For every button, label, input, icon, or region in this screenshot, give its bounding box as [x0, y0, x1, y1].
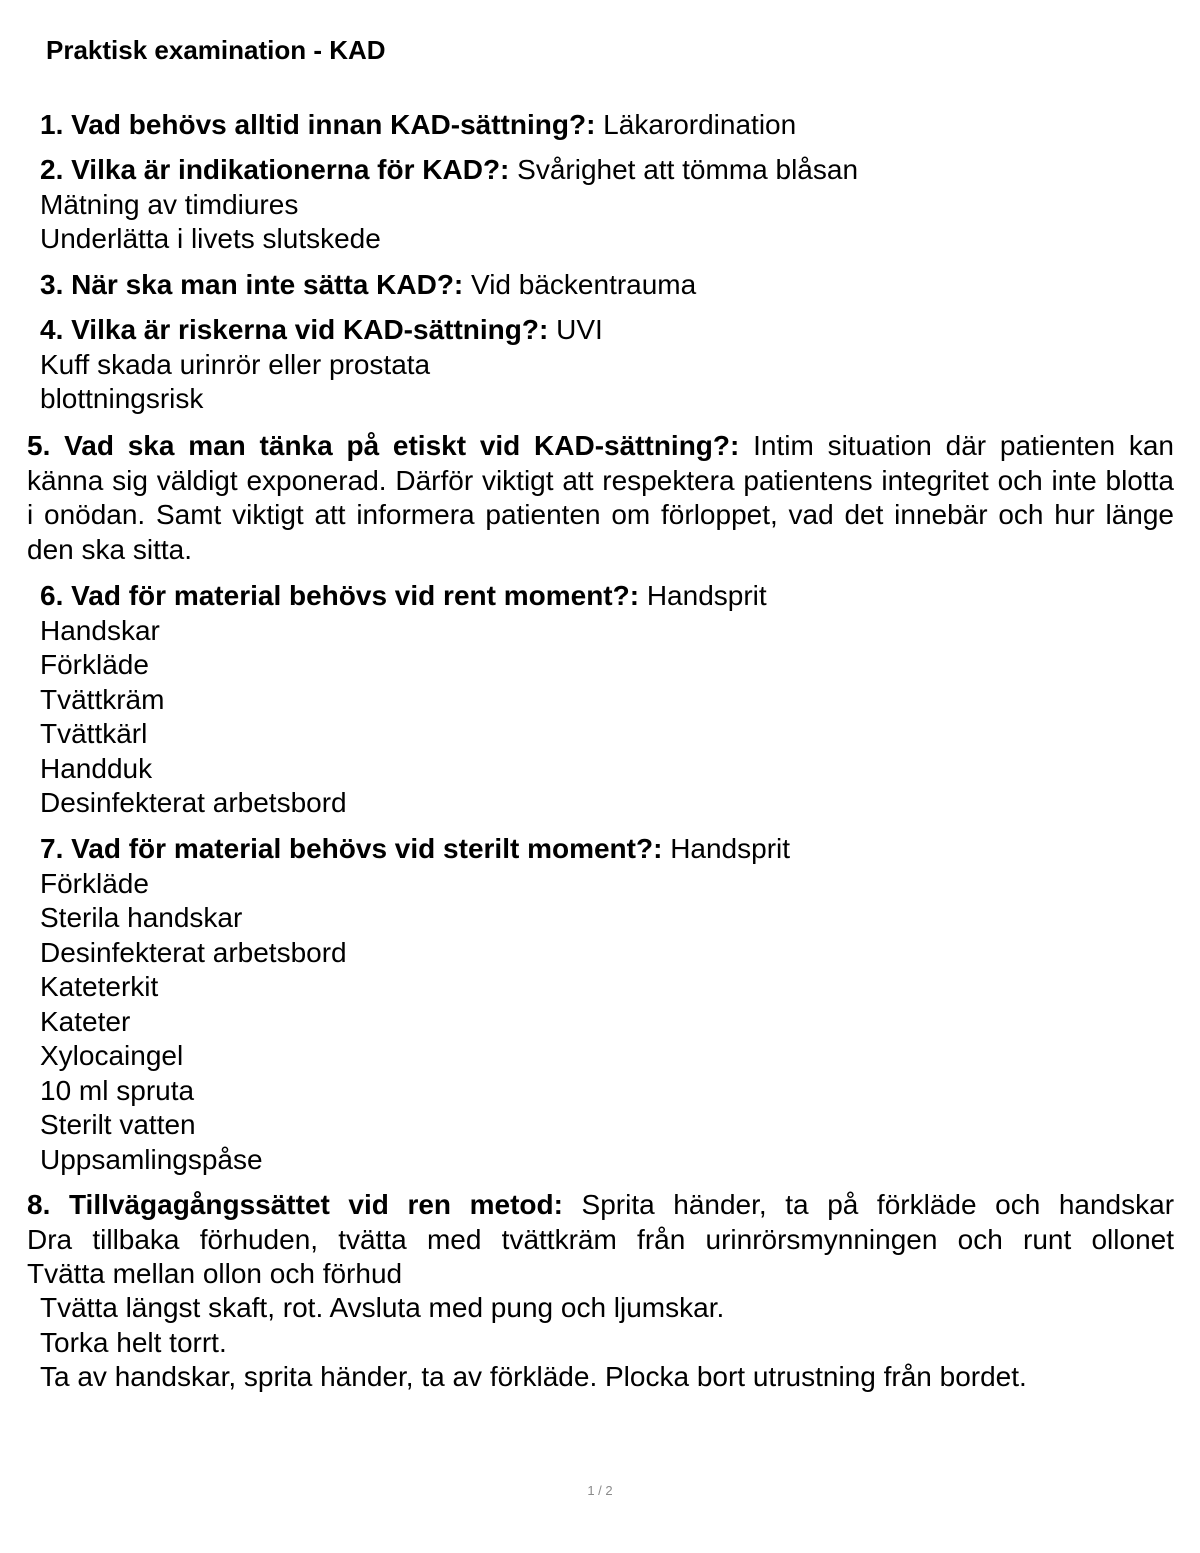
question-number: 6. [40, 580, 64, 611]
question-line [40, 832, 1160, 867]
answer-line: 10 ml spruta [40, 1074, 195, 1106]
answer-line: Kateter [40, 1005, 131, 1037]
answer-line: Kuff skada urinrör eller prostata [40, 348, 431, 380]
question-label: Vad för material behövs vid sterilt moment?: [71, 833, 663, 864]
question-label: När ska man inte sätta KAD?: [71, 269, 464, 300]
question-line [40, 579, 1160, 614]
question-label: Tillvägagångssättet vid ren metod: [68, 1189, 563, 1220]
answer-line: Desinfekterat arbetsbord [40, 936, 347, 968]
answer-line: Ta av handskar, sprita händer, ta av förkläde. Plocka bort utrustning från bordet. [40, 1361, 1027, 1392]
answer-text: Läkarordination [603, 109, 797, 140]
question-number: 7. [40, 833, 64, 864]
answer-line: blottningsrisk [40, 383, 204, 414]
question-label: Vad ska man tänka på etiskt vid KAD-sättning?: [64, 430, 740, 461]
question-line [40, 268, 1160, 303]
answer-line: Underlätta i livets slutskede [40, 223, 381, 254]
question-number: 2. [40, 154, 64, 185]
answer-line: Desinfekterat arbetsbord [40, 787, 347, 818]
answer-text: Sprita händer, ta på förkläde och handskar [581, 1189, 1175, 1220]
question-label: Vad behövs alltid innan KAD-sättning?: [71, 109, 596, 140]
answer-line: Mätning av timdiures [40, 188, 299, 220]
question-8 [27, 1188, 1174, 1292]
question-line [40, 108, 1160, 143]
page-indicator: 1 / 2 [587, 1483, 613, 1498]
answer-line: Förkläde [40, 867, 149, 899]
question-label: Vilka är riskerna vid KAD-sättning?: [71, 314, 549, 345]
question-line [40, 153, 1160, 188]
question-4 [40, 313, 1160, 417]
answer-text: Handsprit [646, 580, 767, 611]
answer-line: Torka helt torrt. [40, 1326, 227, 1358]
answer-text: Vid bäckentrauma [471, 269, 697, 300]
answer-line: Sterila handskar [40, 902, 243, 933]
question-number: 3. [40, 269, 64, 300]
answer-line: Tvättkräm [40, 683, 165, 715]
question-1 [40, 108, 1160, 143]
answer-line: Uppsamlingspåse [40, 1143, 263, 1175]
answer-line: Dra tillbaka förhuden, tvätta med tvättkräm från urinrörsmynningen och runt ollonet [27, 1223, 1174, 1255]
question-6 [40, 579, 1160, 821]
question-number: 1. [40, 109, 64, 140]
question-paragraph [27, 429, 1174, 567]
question-number: 4. [40, 314, 64, 345]
answer-text: Intim situation där patienten kan känna sig väldigt exponerad. Därför viktigt att respektera patientens integritet och inte blotta i onödan. Samt viktigt att informera patienten om förloppet, vad det innebär och hur länge den ska sitta. [27, 430, 1174, 565]
answer-line: Tvätta längst skaft, rot. Avsluta med pung och ljumskar. [40, 1292, 725, 1323]
answer-line: Kateterkit [40, 971, 159, 1002]
answer-line: Handduk [40, 752, 153, 784]
question-number: 8. [27, 1189, 51, 1220]
answer-line: Handskar [40, 614, 160, 646]
question-7 [40, 832, 1160, 1177]
question-label: Vilka är indikationerna för KAD?: [71, 154, 510, 185]
answer-line: Sterilt vatten [40, 1109, 196, 1140]
answer-text: Handsprit [670, 833, 791, 864]
answer-text: UVI [556, 314, 603, 345]
question-8-steps [40, 1291, 1160, 1395]
question-3 [40, 268, 1160, 303]
question-number: 5. [27, 430, 51, 461]
question-line [27, 1188, 1174, 1223]
question-5 [27, 429, 1174, 567]
question-2 [40, 153, 1160, 257]
question-line [40, 313, 1160, 348]
answer-line: Tvätta mellan ollon och förhud [27, 1258, 403, 1289]
answer-text: Svårighet att tömma blåsan [517, 154, 859, 185]
answer-line: Xylocaingel [40, 1040, 184, 1071]
question-label: Vad för material behövs vid rent moment?: [71, 580, 640, 611]
answer-line: Tvättkärl [40, 718, 148, 749]
answer-line: Förkläde [40, 649, 149, 680]
page-title: Praktisk examination - KAD [46, 35, 386, 65]
